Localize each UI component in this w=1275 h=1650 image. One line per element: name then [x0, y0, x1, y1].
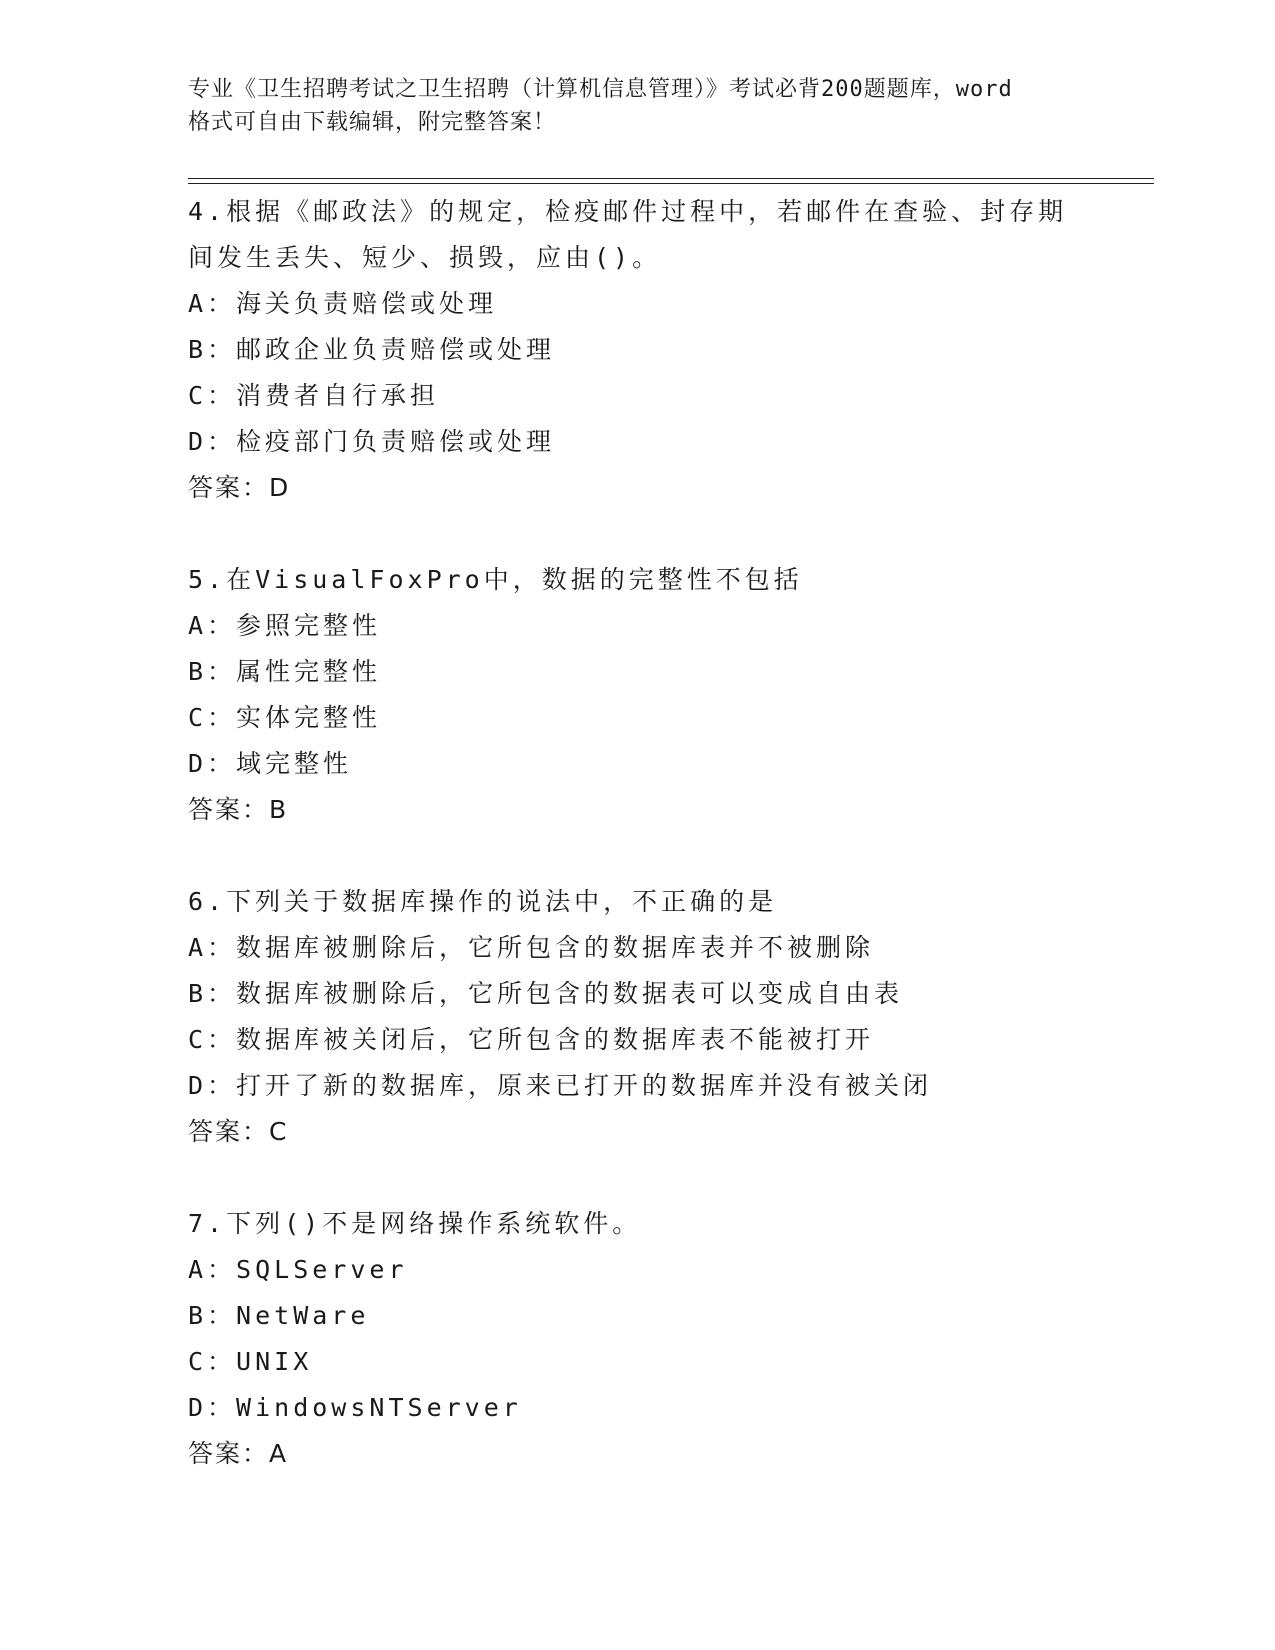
option-d: D：打开了新的数据库，原来已打开的数据库并没有被关闭: [188, 1071, 933, 1100]
question-stem: 7.下列()不是网络操作系统软件。: [188, 1209, 642, 1238]
question-stem: 4.根据《邮政法》的规定，检疫邮件过程中，若邮件在查验、封存期: [188, 197, 1068, 226]
question-list: [188, 189, 1148, 1523]
question-6: [188, 879, 1148, 1155]
answer: 答案：C: [188, 1117, 289, 1146]
option-b: B：邮政企业负责赔偿或处理: [188, 335, 556, 364]
option-c: C：消费者自行承担: [188, 381, 440, 410]
option-a: A：数据库被删除后，它所包含的数据库表并不被删除: [188, 933, 875, 962]
header-rule-top: [188, 178, 1154, 179]
answer: 答案：D: [188, 473, 291, 502]
question-stem: 6.下列关于数据库操作的说法中，不正确的是: [188, 887, 778, 916]
question-5: [188, 557, 1148, 833]
header-line-2: 格式可自由下载编辑，附完整答案！: [188, 110, 557, 135]
question-7: [188, 1201, 1148, 1477]
option-a: A：SQLServer: [188, 1255, 408, 1284]
document-header: [188, 73, 1088, 139]
header-line-1: 专业《卫生招聘考试之卫生招聘（计算机信息管理）》考试必背200题题库，word: [188, 77, 1013, 102]
question-stem-continued: 间发生丢失、短少、损毁，应由()。: [188, 243, 662, 272]
option-d: D：域完整性: [188, 749, 353, 778]
option-a: A：海关负责赔偿或处理: [188, 289, 498, 318]
option-a: A：参照完整性: [188, 611, 382, 640]
answer: 答案：B: [188, 795, 289, 824]
question-stem: 5.在VisualFoxPro中，数据的完整性不包括: [188, 565, 803, 594]
option-c: C：数据库被关闭后，它所包含的数据库表不能被打开: [188, 1025, 875, 1054]
option-b: B：NetWare: [188, 1301, 370, 1330]
question-4: [188, 189, 1148, 511]
option-c: C：实体完整性: [188, 703, 382, 732]
option-d: D：WindowsNTServer: [188, 1393, 522, 1422]
option-b: B：数据库被删除后，它所包含的数据表可以变成自由表: [188, 979, 904, 1008]
option-b: B：属性完整性: [188, 657, 382, 686]
option-d: D：检疫部门负责赔偿或处理: [188, 427, 556, 456]
option-c: C：UNIX: [188, 1347, 313, 1376]
header-rule-bottom: [188, 183, 1154, 184]
answer: 答案：A: [188, 1439, 289, 1468]
